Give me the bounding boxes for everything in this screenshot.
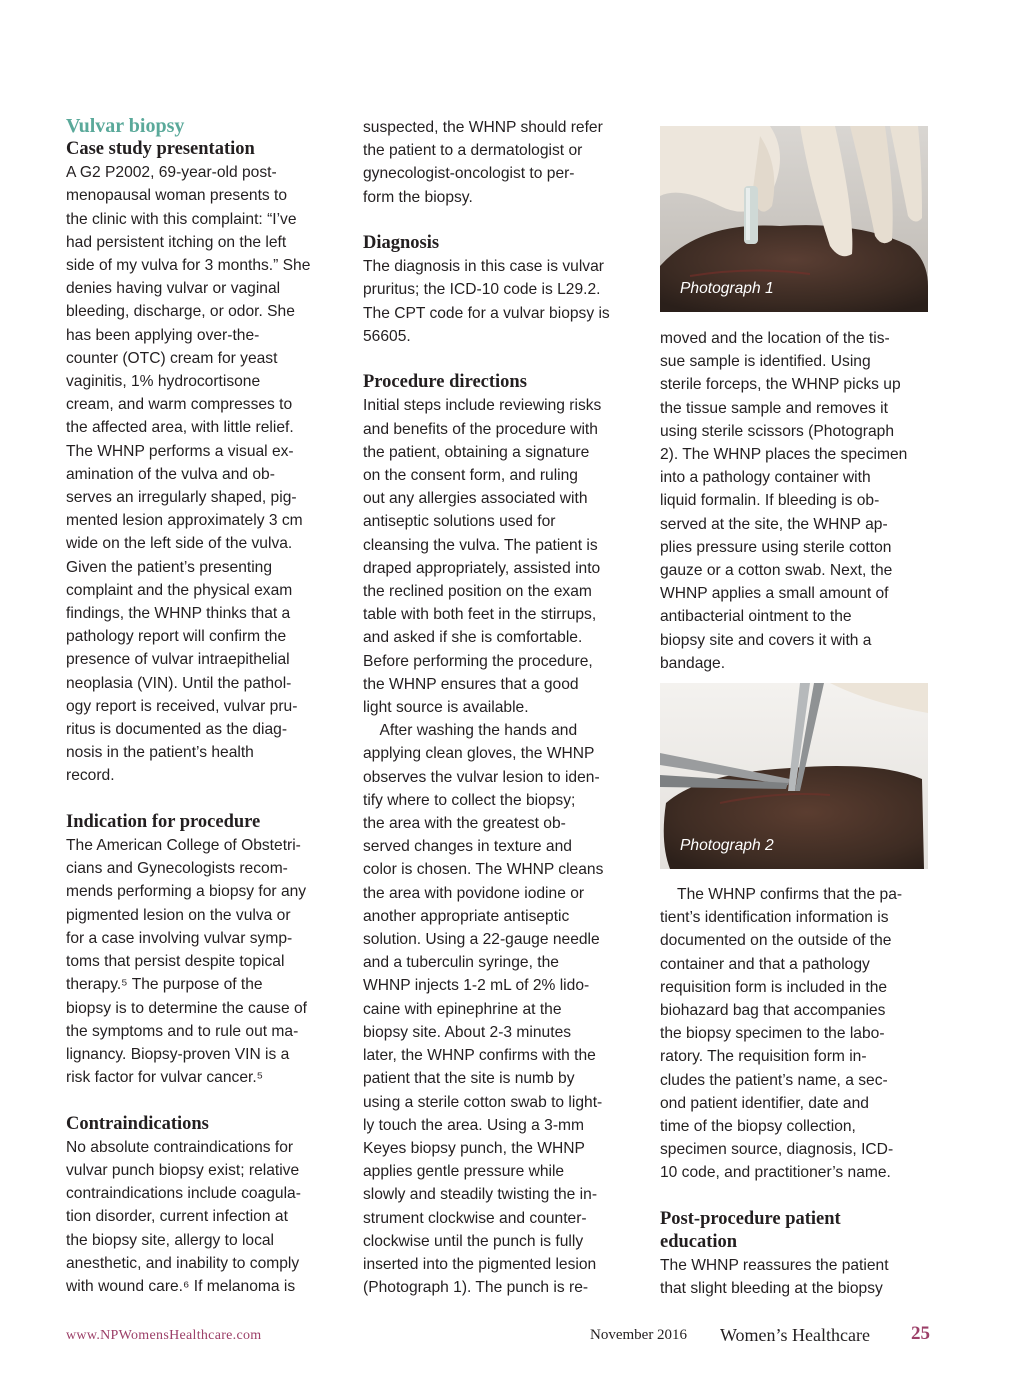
photograph-2 <box>660 683 928 869</box>
text-line: using a sterile cotton swab to light- <box>363 1093 603 1111</box>
text-line: Before performing the procedure, <box>363 652 593 670</box>
text-line: Keyes biopsy punch, the WHNP <box>363 1139 585 1157</box>
text-line: contraindications include coagula- <box>66 1185 301 1203</box>
text-line: gauze or a cotton swab. Next, the <box>660 562 893 580</box>
text-line: out any allergies associated with <box>363 490 588 508</box>
text-line: antibacterial ointment to the <box>660 608 852 626</box>
text-line: patient that the site is numb by <box>363 1070 575 1088</box>
text-line: tient’s identification information is <box>660 909 889 927</box>
procedure-text <box>363 394 638 1299</box>
text-line: another appropriate antiseptic <box>363 907 570 925</box>
text-line: ogy report is received, vulvar pru- <box>66 697 298 715</box>
diagnosis-text <box>363 255 638 348</box>
text-line: WHNP injects 1-2 mL of 2% lido- <box>363 977 590 995</box>
heading-contraindications: Contraindications <box>66 1113 209 1134</box>
case-study-text <box>66 161 338 787</box>
text-line: pigmented lesion on the vulva or <box>66 906 291 924</box>
column3-text-a <box>660 327 932 675</box>
text-line: therapy.⁵ The purpose of the <box>66 976 263 994</box>
text-line: bleeding, discharge, or odor. She <box>66 303 295 321</box>
text-line: lignancy. Biopsy-proven VIN is a <box>66 1045 290 1063</box>
text-line: denies having vulvar or vaginal <box>66 280 281 298</box>
text-line: pruritus; the ICD-10 code is L29.2. <box>363 281 601 299</box>
text-line: cians and Gynecologists recom- <box>66 860 288 878</box>
column-right <box>660 126 932 1301</box>
text-line: time of the biopsy collection, <box>660 1118 856 1136</box>
text-line: (Photograph 1). The punch is re- <box>363 1279 589 1297</box>
text-line: findings, the WHNP thinks that a <box>66 605 291 623</box>
text-line: sterile forceps, the WHNP picks up <box>660 376 901 394</box>
column3-text-b <box>660 883 932 1185</box>
text-line: color is chosen. The WHNP cleans <box>363 861 604 879</box>
text-line: wide on the left side of the vulva. <box>66 535 293 553</box>
photo-caption: Photograph 1 <box>680 280 774 297</box>
issue-date: November 2016 <box>590 1327 688 1343</box>
text-line: liquid formalin. If bleeding is ob- <box>660 492 880 510</box>
text-line: strument clockwise and counter- <box>363 1209 587 1227</box>
text-line: the reclined position on the exam <box>363 583 592 601</box>
heading-indication: Indication for procedure <box>66 811 261 832</box>
section-kicker: Vulvar biopsy <box>66 115 185 137</box>
contraindications-text <box>66 1136 338 1298</box>
text-line: biopsy is to determine the cause of <box>66 999 307 1017</box>
page-footer <box>66 1324 930 1348</box>
text-line: inserted into the pigmented lesion <box>363 1255 597 1273</box>
text-line: the tissue sample and removes it <box>660 399 888 417</box>
column-middle <box>363 116 638 1299</box>
text-line: record. <box>66 767 115 785</box>
text-line: side of my vulva for 3 months.” She <box>66 257 311 275</box>
text-line: using sterile scissors (Photograph <box>660 422 895 440</box>
text-line: mented lesion approximately 3 cm <box>66 512 303 530</box>
text-line: ond patient identifier, date and <box>660 1094 869 1112</box>
text-line: toms that persist despite topical <box>66 953 285 971</box>
text-line: tion disorder, current infection at <box>66 1208 288 1226</box>
text-line: specimen source, diagnosis, ICD- <box>660 1141 894 1159</box>
text-line: and benefits of the procedure with <box>363 420 598 438</box>
text-line: that slight bleeding at the biopsy <box>660 1280 883 1298</box>
text-line: documented on the outside of the <box>660 932 892 950</box>
page-number: 25 <box>911 1323 930 1344</box>
text-line: requisition form is included in the <box>660 978 888 996</box>
text-line: Given the patient’s presenting <box>66 558 273 576</box>
photograph-1 <box>660 126 928 312</box>
text-line: pathology report will confirm the <box>66 628 287 646</box>
text-line: The American College of Obstetri- <box>66 837 301 855</box>
text-line: draped appropriately, assisted into <box>363 559 601 577</box>
text-line: clockwise until the punch is fully <box>363 1232 584 1250</box>
indication-text <box>66 834 338 1089</box>
text-line: applying clean gloves, the WHNP <box>363 745 595 763</box>
text-line: the biopsy site, allergy to local <box>66 1231 275 1249</box>
text-line: counter (OTC) cream for yeast <box>66 349 278 367</box>
text-line: menopausal woman presents to <box>66 187 288 205</box>
photo-caption: Photograph 2 <box>680 837 774 855</box>
text-line: amination of the vulva and ob- <box>66 465 275 483</box>
text-line: 56605. <box>363 327 411 345</box>
text-line: WHNP applies a small amount of <box>660 585 889 603</box>
text-line: suspected, the WHNP should refer <box>363 119 603 136</box>
text-line: vaginitis, 1% hydrocortisone <box>66 373 261 391</box>
text-line: biohazard bag that accompanies <box>660 1002 886 1020</box>
text-line: The WHNP reassures the patient <box>660 1257 889 1275</box>
text-line: 2). The WHNP places the specimen <box>660 446 908 464</box>
text-line: No absolute contraindications for <box>66 1138 294 1156</box>
text-line: ritus is documented as the diag- <box>66 721 288 739</box>
text-line: presence of vulvar intraepithelial <box>66 651 290 669</box>
text-line: moved and the location of the tis- <box>660 330 890 347</box>
text-line: form the biopsy. <box>363 188 473 206</box>
text-line: the patient to a dermatologist or <box>363 142 583 160</box>
text-line: the patient, obtaining a signature <box>363 443 590 461</box>
text-line: cludes the patient’s name, a sec- <box>660 1071 888 1089</box>
text-line: served changes in texture and <box>363 838 572 856</box>
text-line: The diagnosis in this case is vulvar <box>363 258 604 276</box>
text-line: solution. Using a 22-gauge needle <box>363 931 600 949</box>
text-line: vulvar punch biopsy exist; relative <box>66 1161 300 1179</box>
text-line: A G2 P2002, 69-year-old post- <box>66 164 277 182</box>
heading-post-procedure-cont: education <box>660 1232 738 1253</box>
text-line: table with both feet in the stirrups, <box>363 606 597 624</box>
text-line: with wound care.⁶ If melanoma is <box>66 1277 296 1295</box>
text-line: the clinic with this complaint: “I’ve <box>66 210 297 228</box>
heading-diagnosis: Diagnosis <box>363 233 440 253</box>
text-line: ly touch the area. Using a 3-mm <box>363 1116 585 1134</box>
text-line: serves an irregularly shaped, pig- <box>66 489 297 507</box>
text-line: the area with povidone iodine or <box>363 884 585 902</box>
text-line: has been applying over-the- <box>66 326 260 344</box>
text-line: later, the WHNP confirms with the <box>363 1047 596 1065</box>
text-line: applies gentle pressure while <box>363 1163 565 1181</box>
text-line: nosis in the patient’s health <box>66 744 254 762</box>
text-line: antiseptic solutions used for <box>363 513 556 531</box>
text-line: the area with the greatest ob- <box>363 815 566 833</box>
text-line: and a tuberculin syringe, the <box>363 954 559 972</box>
text-line: and asked if she is comfortable. <box>363 629 583 647</box>
heading-procedure: Procedure directions <box>363 372 527 393</box>
text-line: on the consent form, and ruling <box>363 467 578 485</box>
text-line: Initial steps include reviewing risks <box>363 397 602 415</box>
text-line: mends performing a biopsy for any <box>66 883 307 901</box>
text-line: sue sample is identified. Using <box>660 353 871 371</box>
text-line: tify where to collect the biopsy; <box>363 791 576 809</box>
magazine-title: Women’s Healthcare <box>720 1325 870 1345</box>
text-line: cleansing the vulva. The patient is <box>363 536 598 554</box>
text-line: for a case involving vulvar symp- <box>66 929 293 947</box>
text-line: biopsy site. About 2-3 minutes <box>363 1023 572 1041</box>
text-line: The CPT code for a vulvar biopsy is <box>363 304 610 322</box>
text-line: plies pressure using sterile cotton <box>660 538 892 556</box>
text-line: had persistent itching on the left <box>66 233 287 251</box>
text-line: gynecologist-oncologist to per- <box>363 165 575 183</box>
text-line: bandage. <box>660 654 726 672</box>
text-line: observes the vulvar lesion to iden- <box>363 768 600 786</box>
text-line: The WHNP confirms that the pa- <box>660 886 903 904</box>
intro-text <box>363 116 638 209</box>
text-line: anesthetic, and inability to comply <box>66 1254 300 1272</box>
text-line: biopsy site and covers it with a <box>660 631 872 649</box>
text-line: ratory. The requisition form in- <box>660 1048 867 1066</box>
heading-case-study: Case study presentation <box>66 139 255 159</box>
text-line: risk factor for vulvar cancer.⁵ <box>66 1069 264 1087</box>
text-line: the affected area, with little relief. <box>66 419 294 437</box>
post-procedure-text <box>660 1254 932 1300</box>
text-line: 10 code, and practitioner’s name. <box>660 1164 891 1182</box>
text-line: After washing the hands and <box>363 722 578 740</box>
text-line: The WHNP performs a visual ex- <box>66 442 294 460</box>
text-line: slowly and steadily twisting the in- <box>363 1186 598 1204</box>
text-line: into a pathology container with <box>660 469 871 487</box>
text-line: the biopsy specimen to the labo- <box>660 1025 885 1043</box>
text-line: caine with epinephrine at the <box>363 1000 562 1018</box>
text-line: container and that a pathology <box>660 955 870 973</box>
column-left <box>66 114 338 1298</box>
text-line: the symptoms and to rule out ma- <box>66 1022 299 1040</box>
heading-post-procedure: Post-procedure patient <box>660 1208 841 1229</box>
text-line: neoplasia (VIN). Until the pathol- <box>66 674 292 692</box>
text-line: served at the site, the WHNP ap- <box>660 515 888 533</box>
text-line: light source is available. <box>363 699 529 717</box>
website-link[interactable]: www.NPWomensHealthcare.com <box>66 1328 262 1343</box>
text-line: the WHNP ensures that a good <box>363 675 579 693</box>
text-line: cream, and warm compresses to <box>66 396 293 414</box>
text-line: complaint and the physical exam <box>66 581 293 599</box>
